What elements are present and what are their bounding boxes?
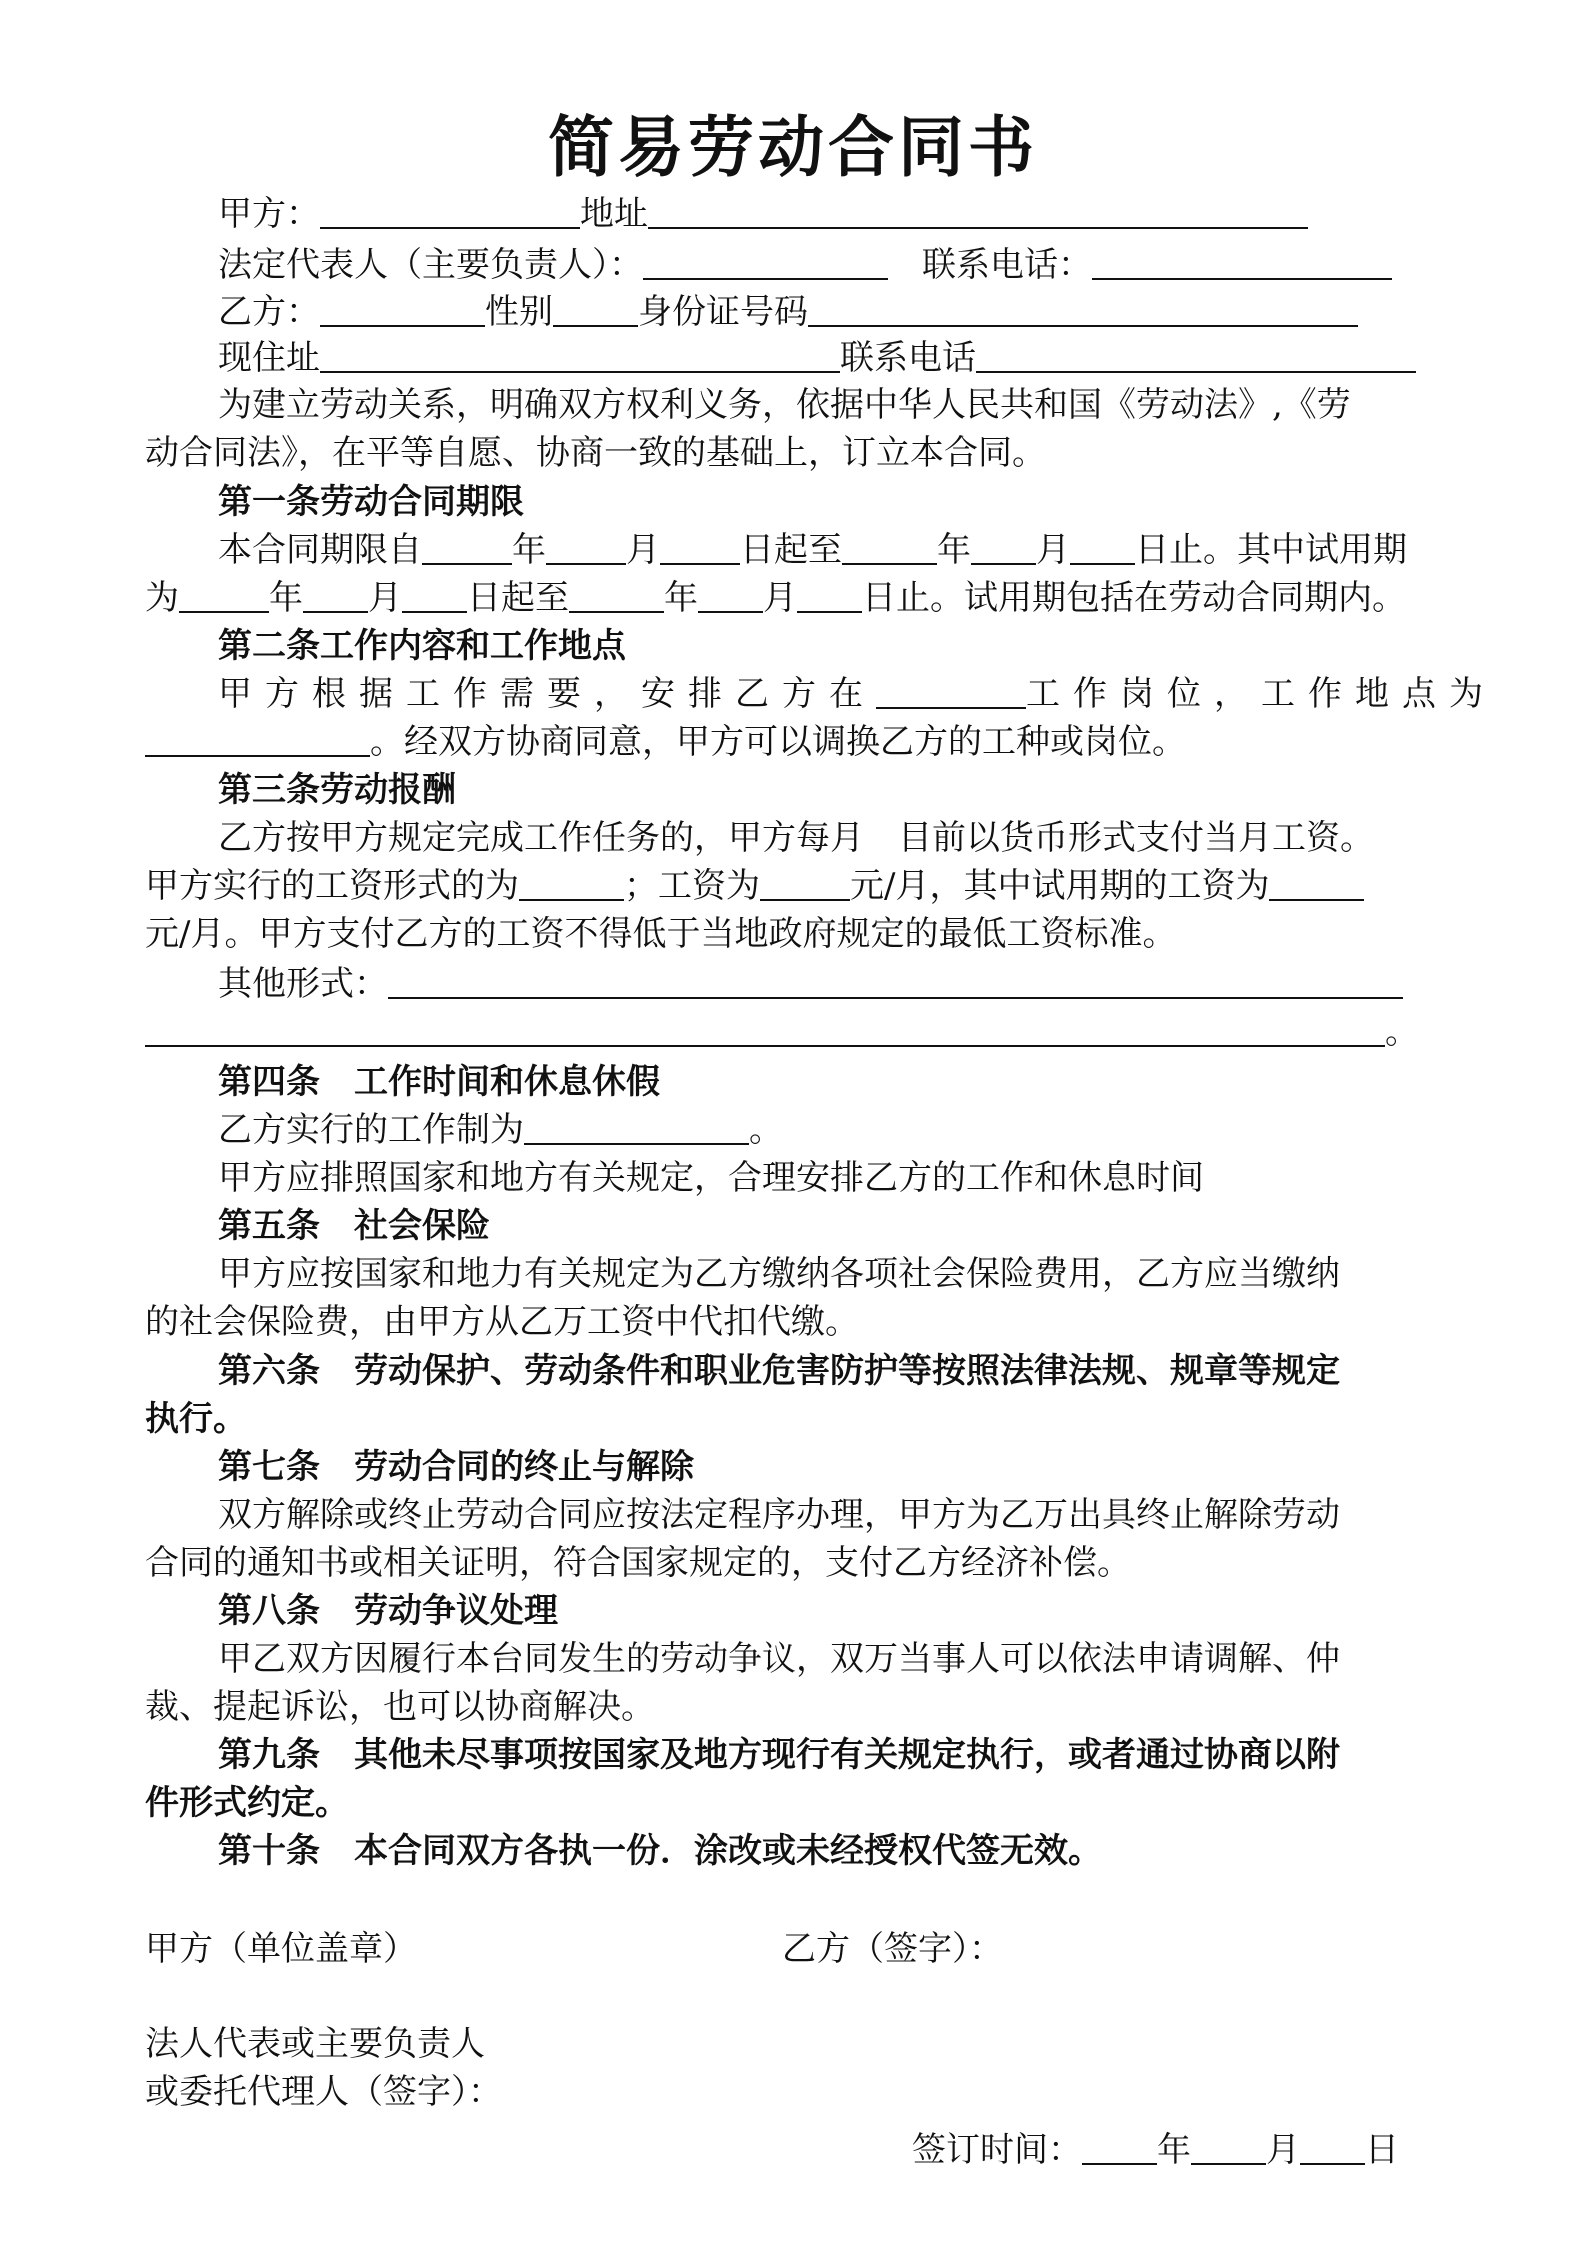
party-b-label: 乙方： [218, 292, 320, 332]
party-b-sign-label: 乙方（签字）： [782, 1929, 1003, 1969]
article-10-line: 第十条 本合同双方各执一份．涂改或未经授权代签无效。 [218, 1831, 1102, 1871]
start-month-blank [546, 529, 626, 565]
legal-rep-blank [643, 244, 888, 280]
party-b-id-label: 身份证号码 [638, 292, 808, 332]
job-position-blank [876, 673, 1026, 709]
preamble-line-2: 动合同法》，在平等自愿、协商一致的基础上，订立本合同。 [145, 433, 1046, 473]
article-1-line-2 [145, 574, 1445, 622]
month-label: 月 [1266, 2130, 1300, 2170]
signing-date-label: 签订时间： [912, 2130, 1082, 2170]
article-5-line-2: 的社会保险费，由甲方从乙万工资中代扣代缴。 [145, 1302, 859, 1342]
article-7-line-2: 合同的通知书或相关证明，符合国家规定的，支付乙方经济补偿。 [145, 1543, 1131, 1583]
article-8-heading: 第八条 劳动争议处理 [218, 1591, 558, 1631]
year-label: 年 [937, 530, 971, 570]
article-1-text: 为 [145, 578, 179, 618]
article-3-line-1: 乙方按甲方规定完成工作任务的，甲方每月 目前以货币形式支付当月工资。 [218, 818, 1374, 858]
article-9-line-2: 件形式约定。 [145, 1783, 349, 1823]
article-1-text: 日止。试用期包括在劳动合同期内。 [862, 578, 1406, 618]
month-label: 月 [1036, 530, 1070, 570]
article-5-line-1: 甲方应按国家和地力有关规定为乙方缴纳各项社会保险费用，乙方应当缴纳 [218, 1254, 1340, 1294]
to-label: 日止。其中试用期 [1135, 530, 1407, 570]
trial-start-month-blank [303, 577, 368, 613]
article-9-line-1: 第九条 其他未尽事项按国家及地方现行有关规定执行，或者通过协商以附 [218, 1735, 1340, 1775]
year-label: 年 [1157, 2130, 1191, 2170]
work-location-blank [145, 721, 370, 757]
residence-label: 现住址 [218, 338, 320, 378]
residence-line [218, 334, 1518, 382]
from-label: 日起至 [740, 530, 842, 570]
party-b-id-blank [808, 291, 1358, 327]
legal-rep-phone-blank [1092, 244, 1392, 280]
article-3-text: 甲方实行的工资形式的为 [145, 866, 519, 906]
article-1-text: 本合同期限自 [218, 530, 422, 570]
article-2-line-2 [145, 718, 1445, 766]
trial-start-year-blank [179, 577, 269, 613]
party-a-address-label: 地址 [580, 194, 648, 234]
residence-phone-label: 联系电话 [840, 338, 976, 378]
legal-rep-line [218, 241, 1518, 289]
party-a-name-blank [320, 193, 580, 229]
work-system-blank [524, 1109, 749, 1145]
article-2-text: 。经双方协商同意，甲方可以调换乙方的工种或岗位。 [370, 722, 1186, 762]
period-mark: 。 [1385, 1012, 1419, 1052]
article-8-line-2: 裁、提起诉讼，也可以协商解决。 [145, 1687, 655, 1727]
wage-form-blank [519, 865, 624, 901]
party-a-line [218, 190, 1518, 238]
month-label: 月 [763, 578, 797, 618]
article-7-line-1: 双方解除或终止劳动合同应按法定程序办理，甲方为乙万出具终止解除劳动 [218, 1495, 1340, 1535]
article-5-heading: 第五条 社会保险 [218, 1206, 490, 1246]
year-label: 年 [512, 530, 546, 570]
party-b-line [218, 288, 1518, 336]
start-year-blank [422, 529, 512, 565]
article-6-line-1: 第六条 劳动保护、劳动条件和职业危害防护等按照法律法规、规章等规定 [218, 1351, 1340, 1391]
article-3-other-line [218, 960, 1518, 1008]
wage-amount-blank [760, 865, 850, 901]
article-3-other-line-2 [145, 1008, 1445, 1056]
article-1-line-1 [218, 526, 1518, 574]
month-label: 月 [368, 578, 402, 618]
legal-rep-phone-label: 联系电话： [922, 245, 1092, 285]
residence-phone-blank [976, 337, 1416, 373]
article-3-line-3: 元/月。甲方支付乙方的工资不得低于当地政府规定的最低工资标准。 [145, 914, 1177, 954]
other-form-blank-2 [145, 1011, 1385, 1047]
trial-wage-blank [1269, 865, 1364, 901]
end-day-blank [1070, 529, 1135, 565]
trial-end-day-blank [797, 577, 862, 613]
article-4-line-1 [218, 1106, 1518, 1154]
other-form-label: 其他形式： [218, 964, 388, 1004]
year-label: 年 [269, 578, 303, 618]
article-3-line-2 [145, 862, 1445, 910]
article-3-heading: 第三条劳动报酬 [218, 770, 456, 810]
sign-month-blank [1191, 2129, 1266, 2165]
representative-line-2: 或委托代理人（签字）： [145, 2072, 502, 2112]
article-3-text: 元/月，其中试用期的工资为 [850, 866, 1270, 906]
year-label: 年 [664, 578, 698, 618]
party-a-label: 甲方： [218, 194, 320, 234]
article-1-heading: 第一条劳动合同期限 [218, 482, 524, 522]
end-year-blank [842, 529, 937, 565]
signing-date-line [912, 2126, 1512, 2174]
article-8-line-1: 甲乙双方因履行本台同发生的劳动争议，双万当事人可以依法申请调解、仲 [218, 1639, 1340, 1679]
article-7-heading: 第七条 劳动合同的终止与解除 [218, 1447, 694, 1487]
sign-year-blank [1082, 2129, 1157, 2165]
residence-blank [320, 337, 840, 373]
sign-day-blank [1300, 2129, 1365, 2165]
period-mark: 。 [749, 1110, 783, 1150]
start-day-blank [660, 529, 740, 565]
article-2-text: 甲方根据工作需要，安排乙方在 [218, 674, 876, 714]
preamble-line-1: 为建立劳动关系，明确双方权利义务，依据中华人民共和国《劳动法》,《劳 [218, 385, 1351, 425]
trial-end-year-blank [569, 577, 664, 613]
article-4-text: 乙方实行的工作制为 [218, 1110, 524, 1150]
article-2-line-1 [218, 670, 1518, 718]
article-2-heading: 第二条工作内容和工作地点 [218, 626, 626, 666]
day-label: 日 [1365, 2130, 1399, 2170]
article-4-line-2: 甲方应排照国家和地方有关规定，合理安排乙方的工作和休息时间 [218, 1158, 1204, 1198]
trial-start-day-blank [402, 577, 467, 613]
party-b-name-blank [320, 291, 485, 327]
representative-line-1: 法人代表或主要负责人 [145, 2024, 485, 2064]
legal-rep-label: 法定代表人（主要负责人）： [218, 245, 643, 285]
article-4-heading: 第四条 工作时间和休息休假 [218, 1062, 660, 1102]
from-label: 日起至 [467, 578, 569, 618]
party-a-address-blank [648, 193, 1308, 229]
article-2-text: 工作岗位，工作地点为 [1026, 674, 1496, 714]
article-3-text: ；工资为 [624, 866, 760, 906]
document-title: 简易劳动合同书 [548, 109, 1038, 186]
end-month-blank [971, 529, 1036, 565]
party-b-gender-blank [553, 291, 638, 327]
party-a-seal-label: 甲方（单位盖章） [145, 1929, 417, 1969]
article-6-line-2: 执行。 [145, 1399, 247, 1439]
trial-end-month-blank [698, 577, 763, 613]
party-b-gender-label: 性别 [485, 292, 553, 332]
other-form-blank [388, 963, 1403, 999]
month-label: 月 [626, 530, 660, 570]
